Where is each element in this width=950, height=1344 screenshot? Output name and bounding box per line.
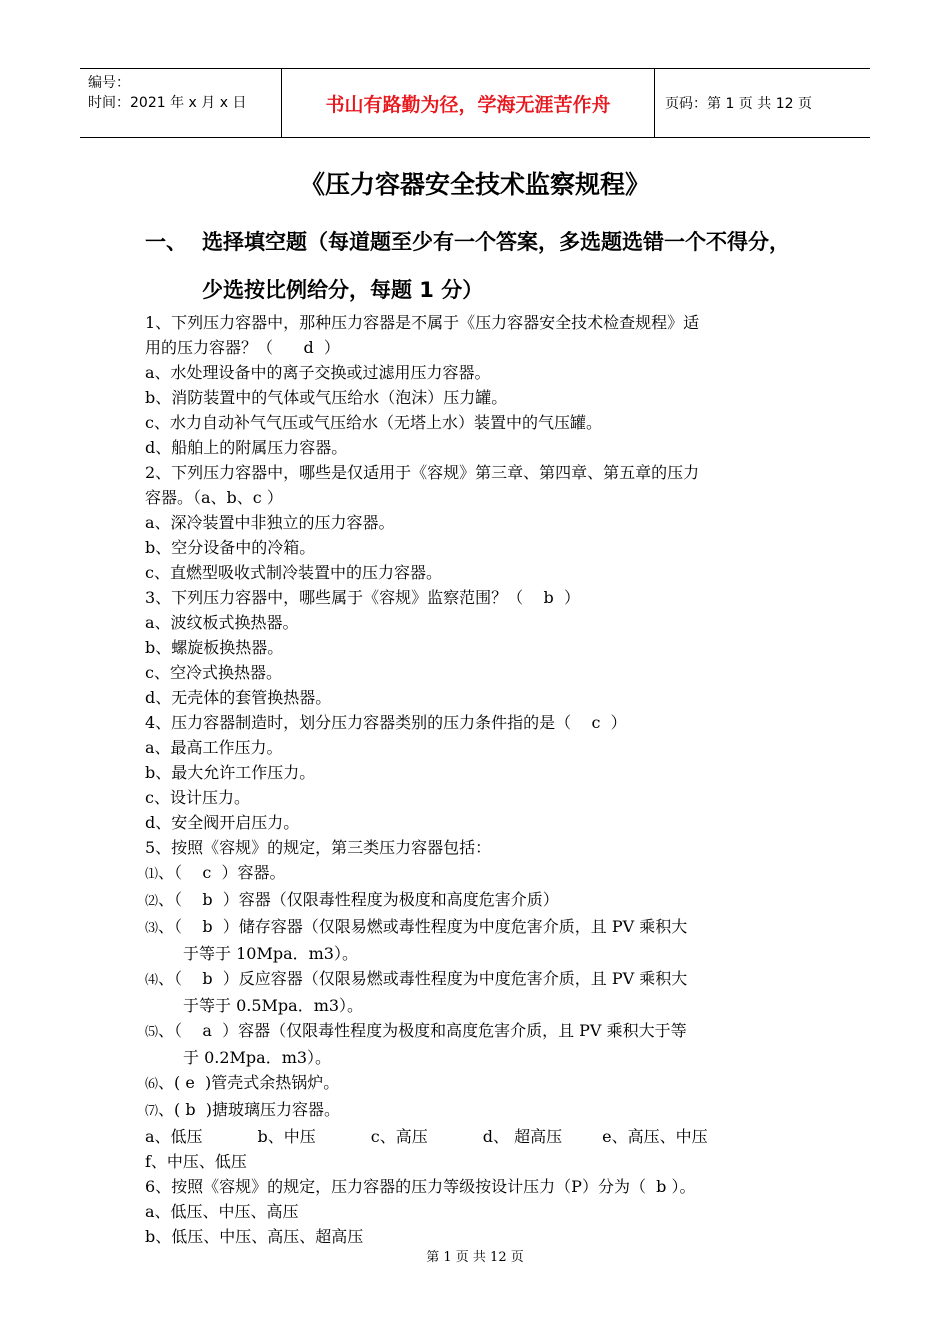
question-line (145, 335, 810, 360)
question-line (145, 535, 810, 560)
option-label: a、低压 (145, 1127, 203, 1146)
question-line (145, 966, 810, 993)
page-footer: 第 1 页 共 12 页 (426, 1250, 524, 1265)
line-text: 用的压力容器？（ d ） (145, 338, 340, 357)
section-text: 选择填空题（每道题至少有一个答案，多选题选错一个不得分，少选按比例给分，每题 1 分） (202, 230, 790, 302)
line-text: 、( b )搪玻璃压力容器。 (158, 1100, 341, 1119)
page-header (80, 68, 870, 138)
question-line (145, 635, 810, 660)
item-counter: ⑹ (145, 1077, 159, 1092)
header-info-cell (80, 69, 282, 137)
item-counter: ⑺ (145, 1104, 159, 1119)
header-time: 时间：2021 年 x 月 x 日 (88, 95, 247, 111)
line-text: 2、下列压力容器中，哪些是仅适用于《容规》第三章、第四章、第五章的压力 (145, 463, 700, 482)
line-text: a、水处理设备中的离子交换或过滤用压力容器。 (145, 363, 491, 382)
line-text: 、（ c ）容器。 (158, 863, 286, 882)
item-counter: ⑷ (145, 973, 159, 988)
line-text: a、低压、中压、高压 (145, 1202, 299, 1221)
question-line (145, 685, 810, 710)
option-label: e、高压、中压 (602, 1127, 708, 1146)
question-line (145, 1097, 810, 1124)
line-text: 容器。（a、b、c ） (145, 488, 283, 507)
section-number: 一、 (145, 230, 187, 254)
item-counter: ⑶ (145, 921, 159, 936)
question-line (145, 1199, 810, 1224)
question-line (145, 914, 810, 941)
question-line (145, 310, 810, 335)
line-text: b、螺旋板换热器。 (145, 638, 284, 657)
line-text: f、中压、低压 (145, 1152, 247, 1171)
question-line (145, 485, 810, 510)
line-text: b、空分设备中的冷箱。 (145, 538, 316, 557)
question-line (145, 860, 810, 887)
question-line (145, 835, 810, 860)
line-text: 、（ b ）反应容器（仅限易燃或毒性程度为中度危害介质，且 PV 乘积大 (158, 969, 688, 988)
question-line (145, 560, 810, 585)
question-line (145, 1070, 810, 1097)
line-text: 于等于 10Mpa．m3）。 (183, 944, 358, 963)
line-text: 、( e )管壳式余热锅炉。 (158, 1073, 340, 1092)
line-text: c、设计压力。 (145, 788, 250, 807)
line-text: 、（ b ）容器（仅限毒性程度为极度和高度危害介质） (158, 890, 559, 909)
line-text: 6、按照《容规》的规定，压力容器的压力等级按设计压力（P）分为（ b ）。 (145, 1177, 696, 1196)
question-line (145, 887, 810, 914)
header-page-label: 页码：第 1 页 共 12 页 (665, 96, 812, 112)
line-text: b、最大允许工作压力。 (145, 763, 316, 782)
line-text: c、直燃型吸收式制冷装置中的压力容器。 (145, 563, 442, 582)
line-text: 4、压力容器制造时，划分压力容器类别的压力条件指的是（ c ） (145, 713, 627, 732)
line-text: d、无壳体的套管换热器。 (145, 688, 332, 707)
question-line (145, 810, 810, 835)
question-line (145, 460, 810, 485)
line-text: 1、下列压力容器中，那种压力容器是不属于《压力容器安全技术检查规程》适 (145, 313, 700, 332)
option-label: b、中压 (257, 1127, 316, 1146)
question-line (145, 660, 810, 685)
question-line (145, 735, 810, 760)
question-line (145, 410, 810, 435)
header-motto: 书山有路勤为径，学海无涯苦作舟 (282, 69, 655, 137)
document-title: 《压力容器安全技术监察规程》 (299, 170, 650, 199)
line-text: a、最高工作压力。 (145, 738, 283, 757)
line-text: d、船舶上的附属压力容器。 (145, 438, 348, 457)
line-text: 于等于 0.5Mpa．m3）。 (183, 996, 364, 1015)
question-line (145, 435, 810, 460)
question-line (145, 785, 810, 810)
option-label: d、 超高压 (482, 1127, 563, 1146)
question-line (145, 710, 810, 735)
question-line (145, 993, 810, 1018)
line-text: c、空冷式换热器。 (145, 663, 282, 682)
question-line (145, 941, 810, 966)
item-counter: ⑸ (145, 1025, 159, 1040)
line-text: 、（ a ）容器（仅限毒性程度为极度和高度危害介质，且 PV 乘积大于等 (158, 1021, 687, 1040)
question-line (145, 1174, 810, 1199)
line-text: b、低压、中压、高压、超高压 (145, 1227, 364, 1246)
line-text: b、消防装置中的气体或气压给水（泡沫）压力罐。 (145, 388, 508, 407)
line-text: c、水力自动补气气压或气压给水（无塔上水）装置中的气压罐。 (145, 413, 602, 432)
item-counter: ⑵ (145, 894, 159, 909)
question-line (145, 510, 810, 535)
question-line (145, 1149, 810, 1174)
option-label: c、高压 (370, 1127, 428, 1146)
line-text: a、深冷装置中非独立的压力容器。 (145, 513, 395, 532)
question-line (145, 1045, 810, 1070)
line-text: 于 0.2Mpa．m3）。 (183, 1048, 332, 1067)
item-counter: ⑴ (145, 867, 159, 882)
line-text: a、波纹板式换热器。 (145, 613, 299, 632)
question-line (145, 760, 810, 785)
question-line (145, 1124, 810, 1149)
line-text: 、（ b ）储存容器（仅限易燃或毒性程度为中度危害介质，且 PV 乘积大 (158, 917, 688, 936)
question-line (145, 585, 810, 610)
question-line (145, 1018, 810, 1045)
section-heading (145, 218, 810, 314)
question-line (145, 610, 810, 635)
line-text: 3、下列压力容器中，哪些属于《容规》监察范围？（ b ） (145, 588, 580, 607)
header-number: 编号： (88, 75, 130, 91)
line-text: 5、按照《容规》的规定，第三类压力容器包括： (145, 838, 492, 857)
line-text: d、安全阀开启压力。 (145, 813, 300, 832)
question-body (145, 310, 810, 1249)
question-line (145, 385, 810, 410)
question-line (145, 360, 810, 385)
